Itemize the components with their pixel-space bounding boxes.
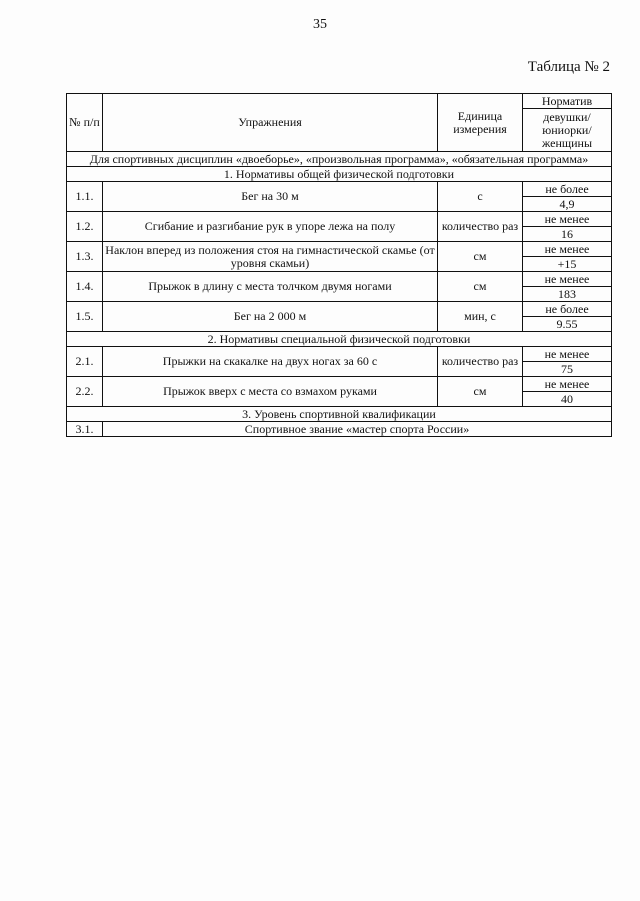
exercise-name: Прыжки на скакалке на двух ногах за 60 с bbox=[103, 347, 438, 377]
section-title-row bbox=[67, 167, 612, 182]
row-number: 1.1. bbox=[67, 182, 103, 212]
header-num: № п/п bbox=[67, 94, 103, 152]
row-number: 1.2. bbox=[67, 212, 103, 242]
norm-value: 9.55 bbox=[523, 317, 612, 332]
header-group: девушки/ юниорки/ женщины bbox=[523, 109, 612, 152]
page-number: 35 bbox=[313, 17, 327, 32]
norm-value: 75 bbox=[523, 362, 612, 377]
section-title: 1. Нормативы общей физической подготовки bbox=[67, 167, 612, 182]
table-row bbox=[67, 272, 612, 287]
norm-value: 4,9 bbox=[523, 197, 612, 212]
exercise-name: Наклон вперед из положения стоя на гимнастической скамье (от уровня скамьи) bbox=[103, 242, 438, 272]
unit: см bbox=[438, 377, 523, 407]
norm-value: 16 bbox=[523, 227, 612, 242]
section-title: 3. Уровень спортивной квалификации bbox=[67, 407, 612, 422]
norms-table bbox=[66, 93, 612, 437]
norm-condition: не менее bbox=[523, 377, 612, 392]
table-row bbox=[67, 422, 612, 437]
norm-condition: не менее bbox=[523, 347, 612, 362]
row-number: 1.5. bbox=[67, 302, 103, 332]
header-norm: Норматив bbox=[523, 94, 612, 109]
table-row bbox=[67, 242, 612, 257]
table-row bbox=[67, 212, 612, 227]
unit: количество раз bbox=[438, 212, 523, 242]
disciplines-label: Для спортивных дисциплин «двоеборье», «произвольная программа», «обязательная программа» bbox=[67, 152, 612, 167]
unit: см bbox=[438, 242, 523, 272]
header-row bbox=[67, 94, 612, 109]
exercise-name: Прыжок в длину с места толчком двумя ногами bbox=[103, 272, 438, 302]
row-number: 3.1. bbox=[67, 422, 103, 437]
row-number: 2.1. bbox=[67, 347, 103, 377]
exercise-name: Прыжок вверх с места со взмахом руками bbox=[103, 377, 438, 407]
norm-value: +15 bbox=[523, 257, 612, 272]
exercise-name: Сгибание и разгибание рук в упоре лежа на полу bbox=[103, 212, 438, 242]
disciplines-row bbox=[67, 152, 612, 167]
row-number: 2.2. bbox=[67, 377, 103, 407]
table-row bbox=[67, 377, 612, 392]
unit: количество раз bbox=[438, 347, 523, 377]
norm-value: 183 bbox=[523, 287, 612, 302]
header-unit: Единица измерения bbox=[438, 94, 523, 152]
unit: с bbox=[438, 182, 523, 212]
qualification-text: Спортивное звание «мастер спорта России» bbox=[103, 422, 612, 437]
unit: мин, с bbox=[438, 302, 523, 332]
exercise-name: Бег на 2 000 м bbox=[103, 302, 438, 332]
table-row bbox=[67, 302, 612, 317]
norm-condition: не менее bbox=[523, 242, 612, 257]
section-title: 2. Нормативы специальной физической подготовки bbox=[67, 332, 612, 347]
row-number: 1.3. bbox=[67, 242, 103, 272]
norm-condition: не более bbox=[523, 302, 612, 317]
header-exercise: Упражнения bbox=[103, 94, 438, 152]
norm-condition: не менее bbox=[523, 212, 612, 227]
row-number: 1.4. bbox=[67, 272, 103, 302]
section-title-row bbox=[67, 332, 612, 347]
table-row bbox=[67, 347, 612, 362]
table-caption: Таблица № 2 bbox=[527, 59, 610, 75]
exercise-name: Бег на 30 м bbox=[103, 182, 438, 212]
table-row bbox=[67, 182, 612, 197]
section-title-row bbox=[67, 407, 612, 422]
unit: см bbox=[438, 272, 523, 302]
norm-condition: не менее bbox=[523, 272, 612, 287]
norm-value: 40 bbox=[523, 392, 612, 407]
norm-condition: не более bbox=[523, 182, 612, 197]
